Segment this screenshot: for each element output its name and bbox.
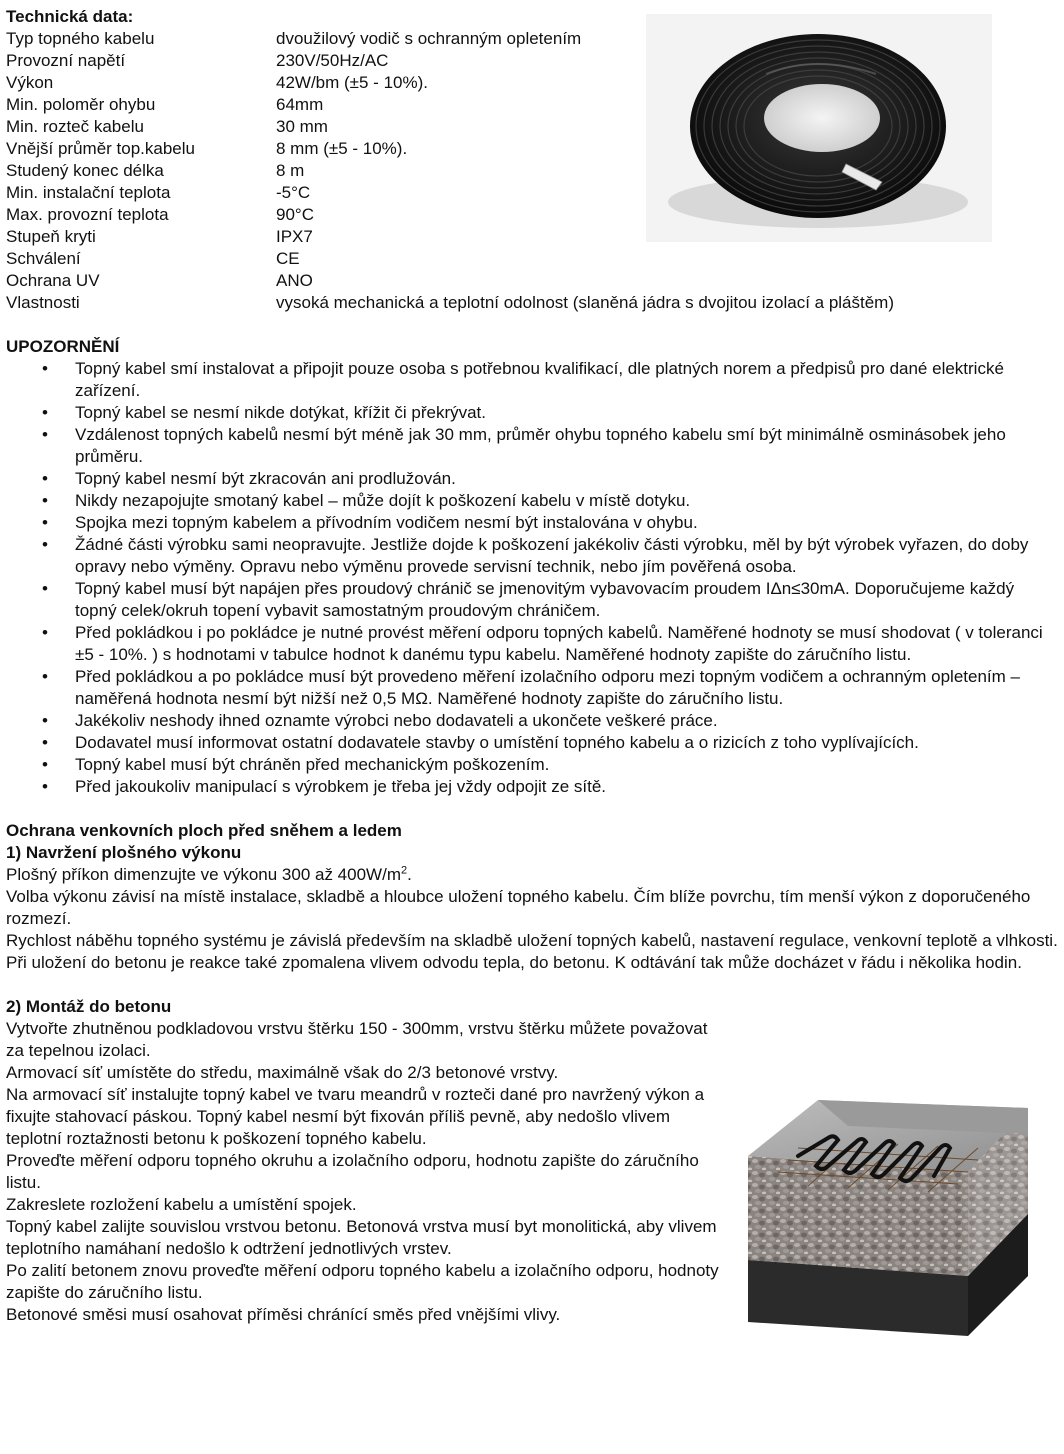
outdoor-heading: Ochrana venkovních ploch před sněhem a ledem	[6, 821, 402, 840]
spec-value: 230V/50Hz/AC	[276, 51, 389, 70]
warning-item: • Před jakoukoliv manipulací s výrobkem je třeba jej vždy odpojit ze sítě.	[6, 776, 1058, 798]
installation-step: Po zalití betonem znovu proveďte měření odporu topného kabelu a izolačního odporu, hodnoty zapište do záručního listu.	[6, 1261, 719, 1302]
spec-label: Vnější průměr top.kabelu	[6, 139, 195, 158]
warning-list	[6, 358, 1058, 798]
warning-item: • Před pokládkou i po pokládce je nutné provést měření odporu topných kabelů. Naměřené hodnoty se musí shodovat ( v toleranci ±5 - 10%. ) s hodnotami v tabulce hodnot k danému typu kabelu. Naměřené hodnoty zapište do záručního listu.	[6, 622, 1058, 666]
spec-label: Výkon	[6, 73, 54, 92]
warning-item: • Topný kabel musí být chráněn před mechanickým poškozením.	[6, 754, 1058, 776]
installation-step: Proveďte měření odporu topného okruhu a izolačního odporu, hodnotu zapište do záručního listu.	[6, 1151, 699, 1192]
warning-item: • Vzdálenost topných kabelů nesmí být méně jak 30 mm, průměr ohybu topného kabelu smí být minimálně osminásobek jeho průměru.	[6, 424, 1058, 468]
spec-value: 42W/bm (±5 - 10%).	[276, 73, 428, 92]
spec-value: 90°C	[276, 205, 314, 224]
warning-item: • Žádné části výrobku sami neopravujte. Jestliže dojde k poškození jakékoliv části výrobku, měl by být výrobek vyřazen, do doby opravy nebo výměny. Opravu nebo výměnu provede servisní technik, nebo jím pověřená osoba.	[6, 534, 1058, 578]
section-2-heading: 2) Montáž do betonu	[6, 997, 172, 1016]
warning-item: • Topný kabel musí být napájen přes proudový chránič se jmenovitým vybavovacím proudem IΔn≤30mA. Doporučujeme každý topný celek/okruh topení vybavit samostatným proudovým chráničem.	[6, 578, 1058, 622]
spec-value: vysoká mechanická a teplotní odolnost (slaněná jádra s dvojitou izolací a pláštěm)	[276, 293, 895, 312]
installation-step: Topný kabel zalijte souvislou vrstvou betonu. Betonová vrstva musí byt monolitická, aby vlivem teplotního namáhaní nedošlo k odtržení jednotlivých vrstev.	[6, 1217, 717, 1258]
warning-item: • Nikdy nezapojujte smotaný kabel – může dojít k poškození kabelu v místě dotyku.	[6, 490, 1058, 512]
warning-item: • Topný kabel se nesmí nikde dotýkat, křížit či překrývat.	[6, 402, 1058, 424]
spec-value: 64mm	[276, 95, 324, 114]
spec-value: IPX7	[276, 227, 313, 246]
installation-step: Armovací síť umístěte do středu, maximálně však do 2/3 betonové vrstvy.	[6, 1063, 559, 1082]
section-1-heading: 1) Navržení plošného výkonu	[6, 843, 242, 862]
warning-item: • Topný kabel nesmí být zkracován ani prodlužován.	[6, 468, 1058, 490]
startup-speed-paragraph: Rychlost náběhu topného systému je závislá především na skladbě uložení topných kabelů, nastavení regulace, venkovní teplotě a vlhkosti. Při uložení do betonu je reakce také zpomalena vlivem odvodu tepla, do betonu. K odtávání tak může docházet v řádu i několika hodin.	[6, 931, 1058, 972]
spec-label: Typ topného kabelu	[6, 29, 155, 48]
spec-value: -5°C	[276, 183, 311, 202]
spec-label: Min. rozteč kabelu	[6, 117, 144, 136]
warning-item: • Před pokládkou a po pokládce musí být provedeno měření izolačního odporu mezi topným vodičem a ochranným opletením – naměřená hodnota nesmí být nižší než 0,5 MΩ. Naměřené hodnoty zapište do záručního listu.	[6, 666, 1058, 710]
spec-value: ANO	[276, 271, 313, 290]
warning-item: • Jakékoliv neshody ihned oznamte výrobci nebo dodavateli a ukončete veškeré práce.	[6, 710, 1058, 732]
spec-value: 8 mm (±5 - 10%).	[276, 139, 408, 158]
spec-row	[6, 248, 1058, 270]
installation-step: Na armovací síť instalujte topný kabel ve tvaru meandrů v rozteči dané pro navržený výkon a fixujte stahovací páskou. Topný kabel nesmí být fixován příliš pevně, aby nedošlo vlivem teplotní roztažnosti betonu k poškození topného kabelu.	[6, 1085, 705, 1148]
spec-label: Vlastnosti	[6, 293, 80, 312]
spec-label: Stupeň kryti	[6, 227, 96, 246]
warning-item: • Dodavatel musí informovat ostatní dodavatele stavby o umístění topného kabelu a o rizicích z toho vyplívajících.	[6, 732, 1058, 754]
spec-row	[6, 270, 1058, 292]
installation-step: Betonové směsi musí osahovat příměsi chránící směs před vnějšími vlivy.	[6, 1305, 561, 1324]
concrete-cross-section-image	[738, 1086, 1038, 1348]
spec-value: 30 mm	[276, 117, 328, 136]
power-choice-paragraph: Volba výkonu závisí na místě instalace, skladbě a hloubce uložení topného kabelu. Čím blíže povrchu, tím menší výkon z doporučeného rozmezí.	[6, 887, 1031, 928]
spec-label: Provozní napětí	[6, 51, 126, 70]
spec-row	[6, 292, 1058, 314]
installation-step: Vytvořte zhutněnou podkladovou vrstvu štěrku 150 - 300mm, vrstvu štěrku můžete považovat za tepelnou izolaci.	[6, 1019, 708, 1060]
specs-heading: Technická data:	[6, 7, 134, 26]
heating-cable-coil-image	[646, 14, 992, 242]
spec-label: Min. instalační teplota	[6, 183, 171, 202]
power-paragraph: Plošný příkon dimenzujte ve výkonu 300 až $400W/m^2$.	[6, 864, 412, 884]
spec-label: Max. provozní teplota	[6, 205, 169, 224]
spec-label: Schválení	[6, 249, 81, 268]
warning-heading: UPOZORNĚNÍ	[6, 337, 120, 356]
spec-label: Studený konec délka	[6, 161, 164, 180]
spec-value: 8 m	[276, 161, 305, 180]
installation-step: Zakreslete rozložení kabelu a umístění spojek.	[6, 1195, 357, 1214]
installation-steps	[6, 1018, 722, 1326]
warning-item: • Spojka mezi topným kabelem a přívodním vodičem nesmí být instalována v ohybu.	[6, 512, 1058, 534]
spec-value: CE	[276, 249, 300, 268]
spec-label: Min. poloměr ohybu	[6, 95, 156, 114]
warning-item: • Topný kabel smí instalovat a připojit pouze osoba s potřebnou kvalifikací, dle platných norem a předpisů pro dané elektrické zařízení.	[6, 358, 1058, 402]
spec-label: Ochrana UV	[6, 271, 100, 290]
spec-value: dvoužilový vodič s ochranným opletením	[276, 29, 582, 48]
